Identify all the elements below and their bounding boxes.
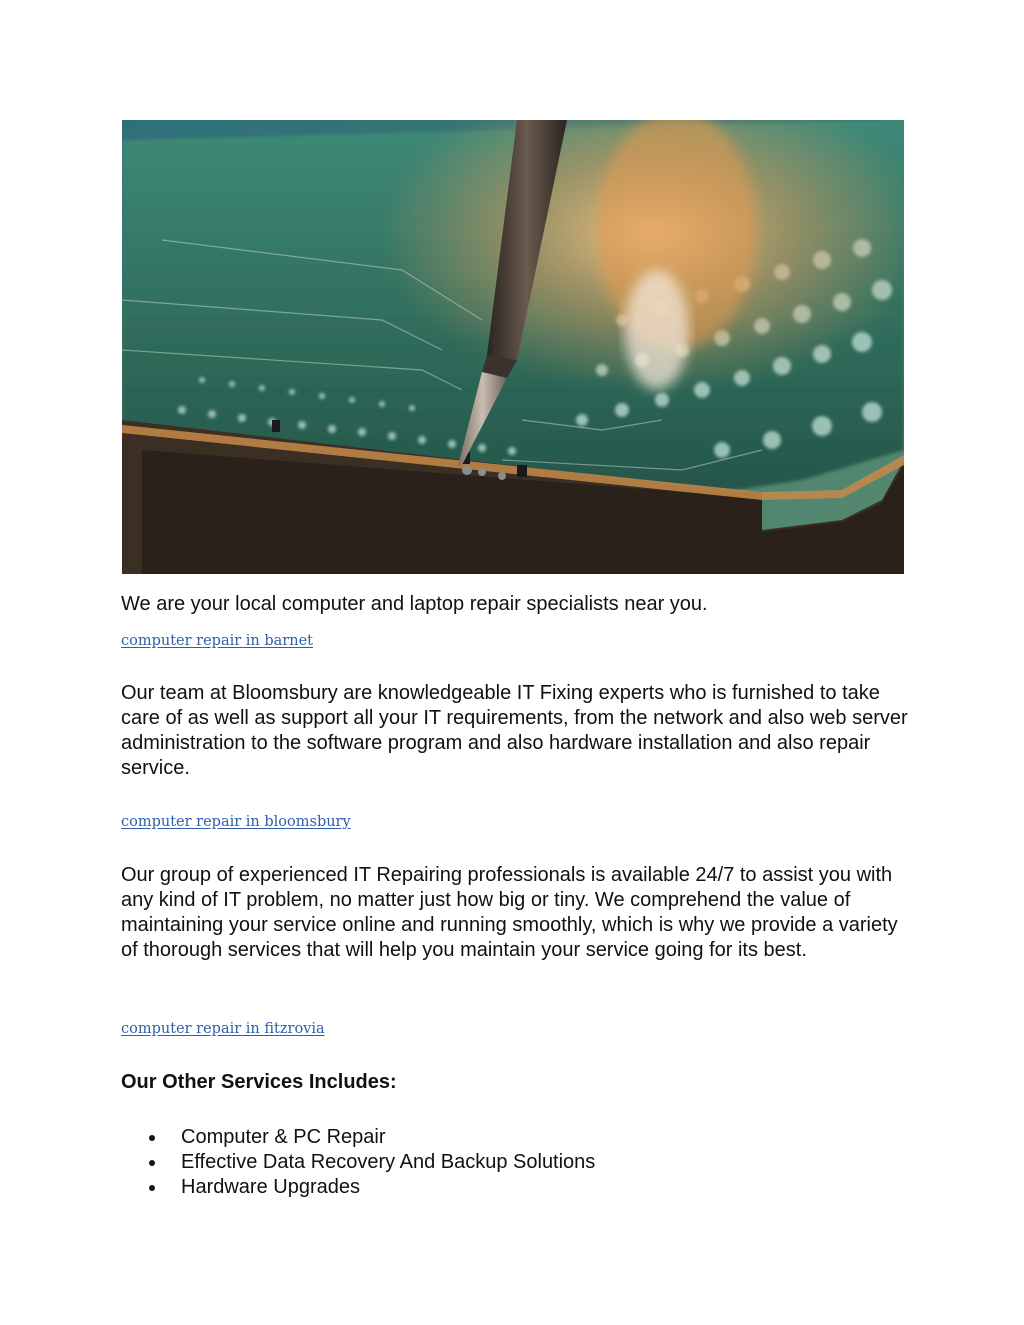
services-list [121, 1125, 595, 1200]
services-heading: Our Other Services Includes: [121, 1071, 397, 1093]
list-item: Hardware Upgrades [121, 1175, 595, 1200]
soldering-circuit-board-photo [122, 120, 904, 574]
intro-text: We are your local computer and laptop repair specialists near you. [121, 593, 708, 615]
team-paragraph: Our team at Bloomsbury are knowledgeable IT Fixing experts who is furnished to take care of as well as support all your IT requirements, from the network and also web server administration to the software program and also hardware installation and also repair service. [121, 682, 908, 779]
link-computer-repair-barnet[interactable]: computer repair in barnet [121, 633, 313, 649]
list-item: Computer & PC Repair [121, 1125, 595, 1150]
list-item: Effective Data Recovery And Backup Solutions [121, 1150, 595, 1175]
link-computer-repair-fitzrovia[interactable]: computer repair in fitzrovia [121, 1021, 325, 1037]
link-computer-repair-bloomsbury[interactable]: computer repair in bloomsbury [121, 814, 351, 830]
group-paragraph: Our group of experienced IT Repairing professionals is available 24/7 to assist you with any kind of IT problem, no matter just how big or tiny. We comprehend the value of maintaining your service online and running smoothly, which is why we provide a variety of thorough services that will help you maintain your service going for its best. [121, 864, 898, 961]
